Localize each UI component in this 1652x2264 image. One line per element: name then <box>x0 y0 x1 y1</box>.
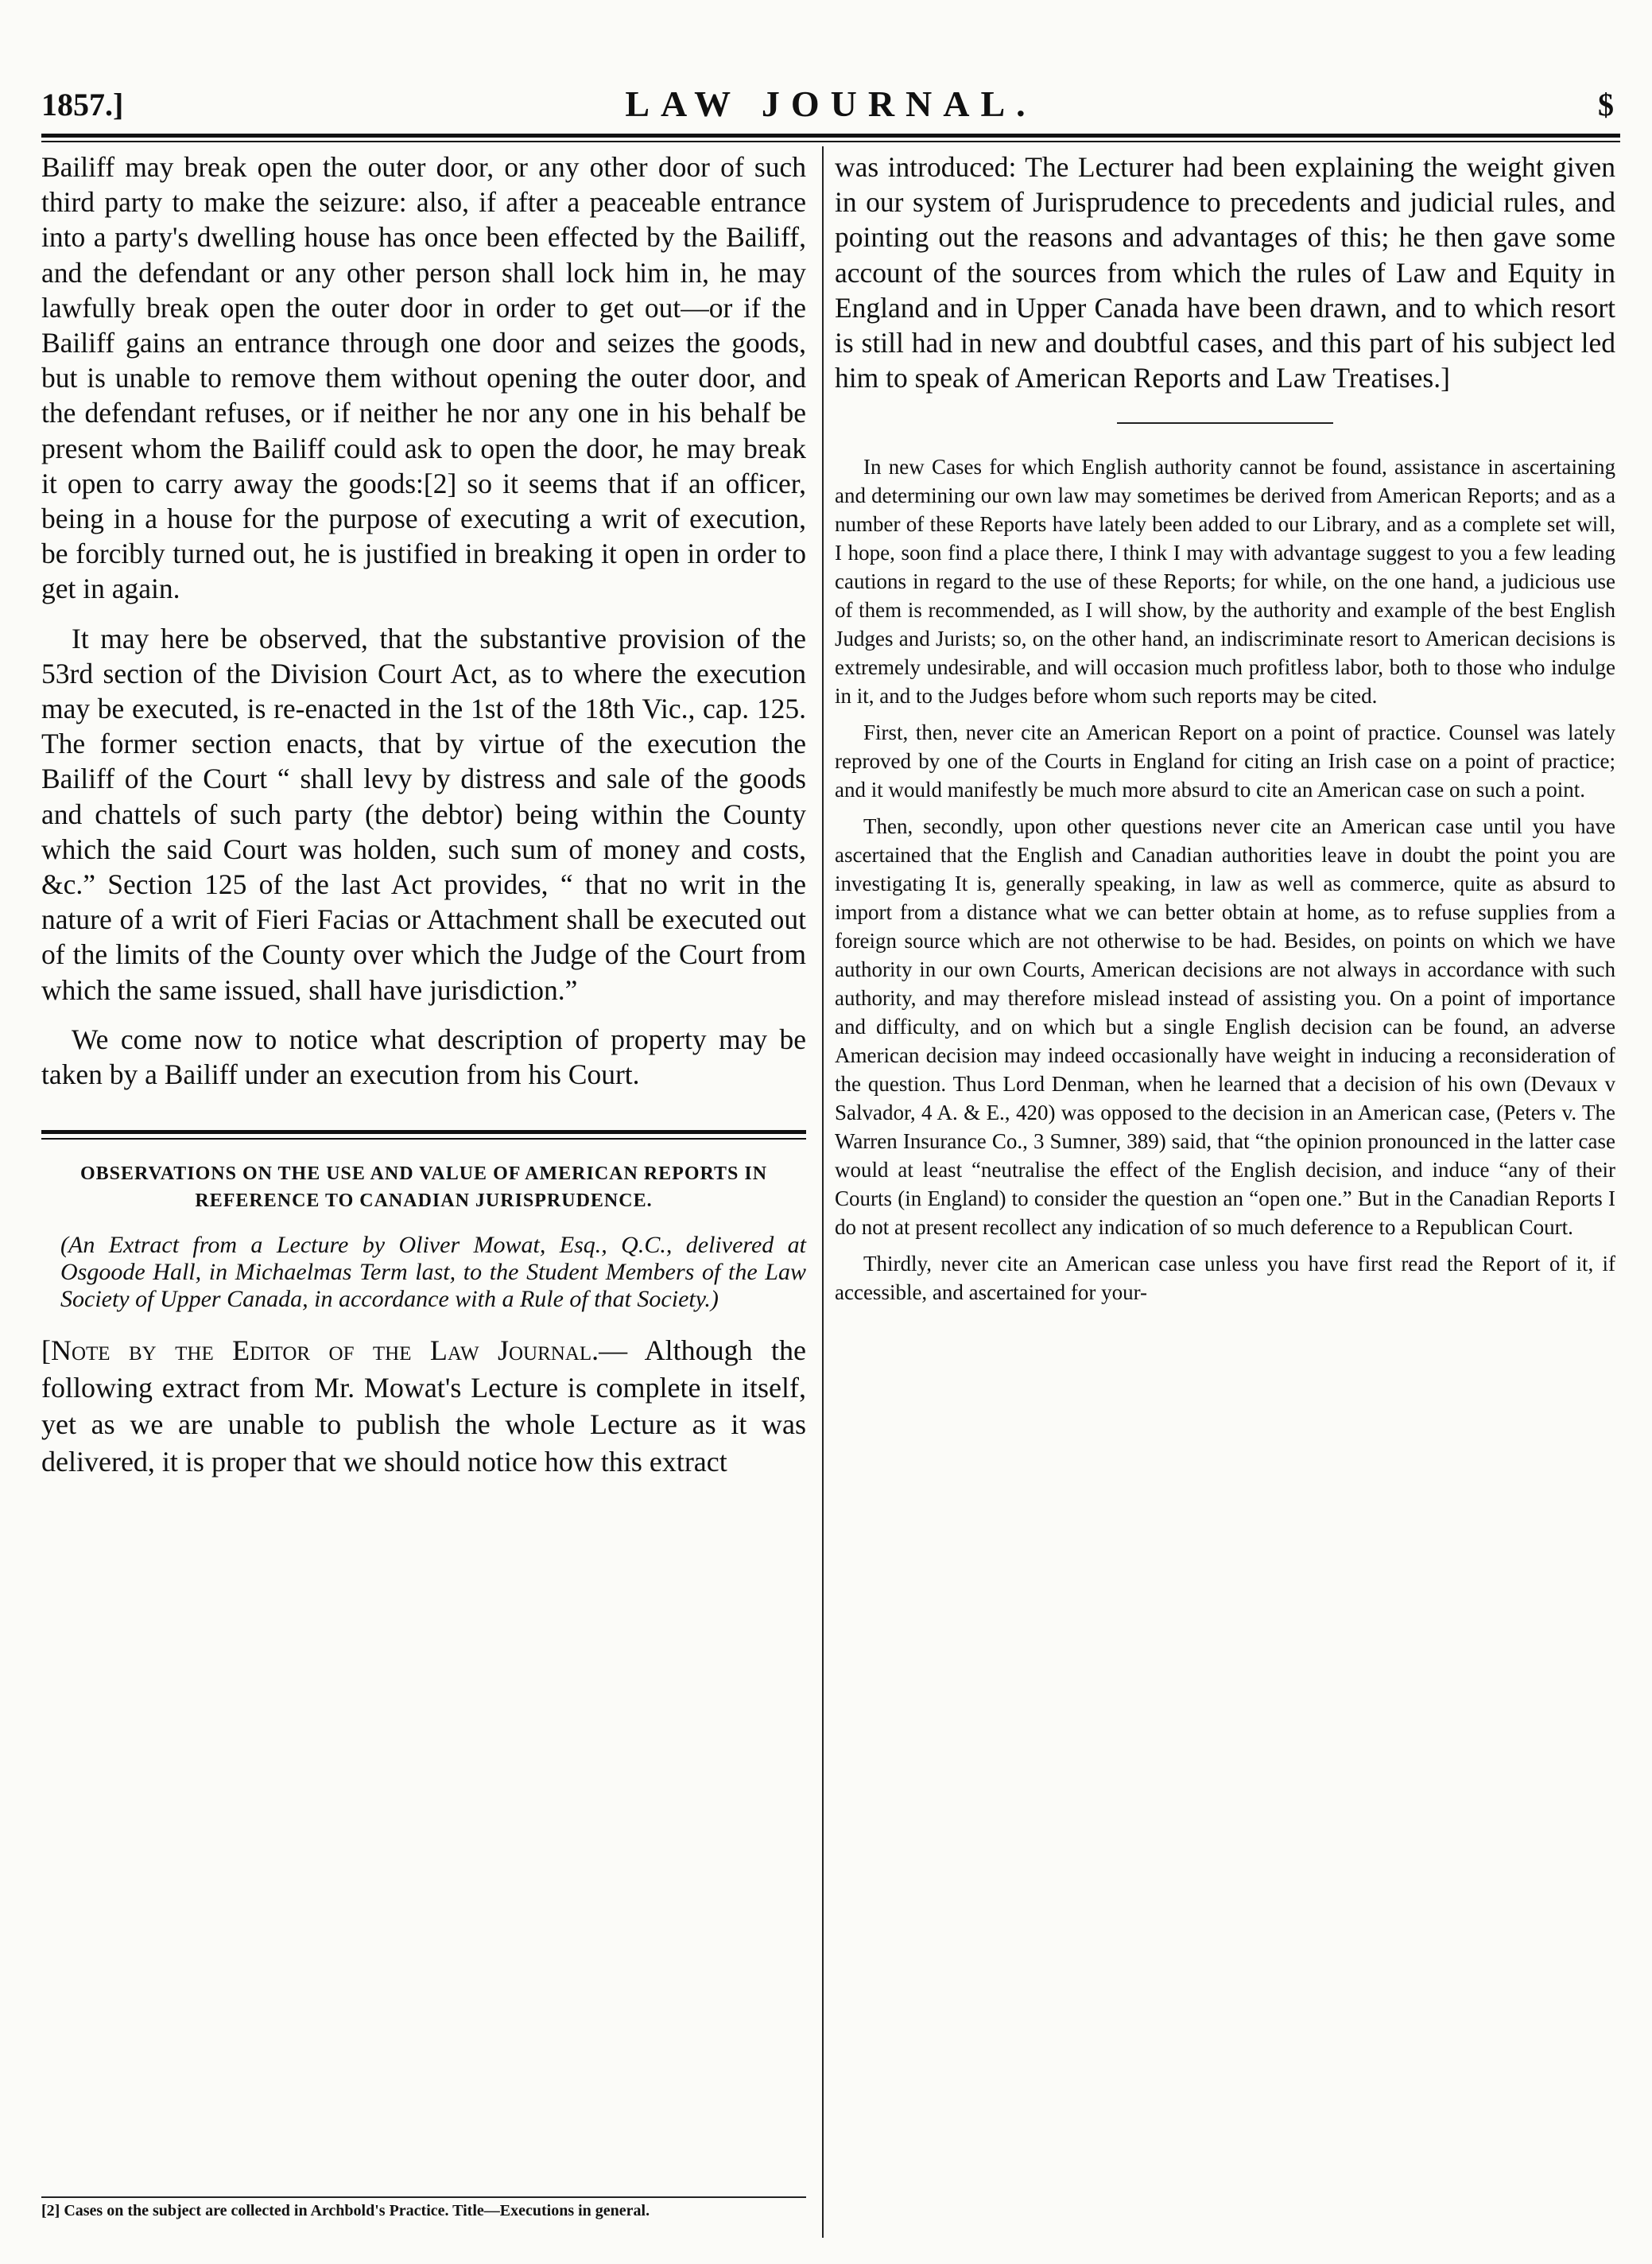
short-divider <box>1117 422 1333 424</box>
lecture-paragraph: Thirdly, never cite an American case unless you have first read the Report of it, if accessible, and ascertained for your- <box>835 1252 1615 1305</box>
article-subtitle: (An Extract from a Lecture by Oliver Mowat, Esq., Q.C., delivered at Osgoode Hall, in Michaelmas Term last, to the Student Members of the Law Society of Upper Canada, in accordance with a Rule of that Society.) <box>60 1232 806 1313</box>
lecture-paragraph: First, then, never cite an American Report on a point of practice. Counsel was lately reproved by one of the Courts in England for citing an Irish case on a point of practice; and it would manifestly be much more absurd to cite an American case on such a point. <box>835 720 1615 802</box>
left-paragraph: Bailiff may break open the outer door, or any other door of such third party to make the seizure: also, if after a peaceable entrance into a party's dwelling house has once been effected by the Bailiff, and the defendant or any other person shall lock him in, he may lawfully break open the outer door in order to get out—or if the Bailiff gains an entrance through one door and seizes the goods, but is unable to remove them without opening the outer door, and the defendant refuses, or if neither he nor any one in his behalf be present whom the Bailiff could ask to open the door, he may break it open to carry away the goods:[2] so it seems that if an officer, being in a house for the purpose of executing a writ of execution, be forcibly turned out, he is justified in breaking it open in order to get in again. <box>41 151 806 605</box>
article-title: OBSERVATIONS ON THE USE AND VALUE OF AMERICAN REPORTS IN REFERENCE TO CANADIAN JURISPRUDENCE. <box>79 1163 768 1212</box>
running-head <box>41 83 1620 130</box>
lecture-paragraph: In new Cases for which English authority cannot be found, assistance in ascertaining and determining our own law may sometimes be derived from American Reports; and as a number of these Reports have lately been added to our Library, and as a complete set will, I hope, soon find a place there, I think I may with advantage suggest to you a few leading cautions in regard to the use of these Reports; for while, on the one hand, a judicious use of them is recommended, as I will show, by the authority and example of the best English Judges and Jurists; so, on the other hand, an indiscriminate resort to American decisions is extremely undesirable, and will occasion much profitless labor, both to those who indulge in it, and to the Judges before whom such reports may be cited. <box>835 455 1615 709</box>
header-year: 1857.] <box>41 87 124 122</box>
header-title: LAW JOURNAL. <box>625 83 1037 124</box>
column-separator <box>822 146 824 2238</box>
section-divider <box>41 1130 806 1140</box>
editor-note-body: Although the following extract from Mr. Mowat's Lecture is complete in itself, yet as we are unable to publish the whole Lecture as it was delivered, it is proper that we should notice how this extract <box>41 1334 806 1478</box>
editor-note-lead: [Note by the Editor of the Law Journal.— <box>41 1334 628 1367</box>
header-page-number: $ <box>1598 87 1614 122</box>
right-column <box>835 150 1615 1307</box>
footnote-rule <box>41 2196 806 2198</box>
lecture-paragraph: Then, secondly, upon other questions never cite an American case until you have ascertained that the English and Canadian authorities leave in doubt the point you are investigating It is, generally speaking, in law as well as commerce, quite as absurd to import from a distance what we can better obtain at home, as to refuse supplies from a foreign source which are not otherwise to be had. Besides, on points on which we have authority in our own Courts, American decisions are not always in accordance with such authority, and may therefore mislead instead of assisting you. On a point of importance and difficulty, and on which but a single English decision can be found, an adverse American decision may indeed occasionally have weight in inducing a reconsideration of the question. Thus Lord Denman, when he learned that a decision of his own (Devaux v Salvador, 4 A. & E., 420) was opposed to the decision in an American case, (Peters v. The Warren Insurance Co., 3 Sumner, 389) said, that “the opinion pronounced in the latter case would at least “neutralise the effect of the English decision, and induce “any of their Courts (in England) to consider the question an “open one.” But in the Canadian Reports I do not at present recollect any indication of so much deference to a Republican Court. <box>835 814 1615 1240</box>
footnote: [2] Cases on the subject are collected in Archbold's Practice. Title—Executions in general. <box>41 2202 650 2219</box>
editor-note-continued: was introduced: The Lecturer had been explaining the weight given in our system of Jurisprudence to precedents and judicial rules, and pointing out the reasons and advantages of this; he then gave some account of the sources from which the rules of Law and Equity in England and in Upper Canada have been drawn, and to which resort is still had in new and doubtful cases, and this part of his subject led him to speak of American Reports and Law Treatises.] <box>835 151 1615 394</box>
editor-note <box>41 1332 806 1480</box>
left-column <box>41 150 806 1480</box>
left-paragraph: We come now to notice what description of property may be taken by a Bailiff under an execution from his Court. <box>41 1023 806 1091</box>
left-paragraph: It may here be observed, that the substantive provision of the 53rd section of the Division Court Act, as to where the execution may be executed, is re-enacted in the 1st of the 18th Vic., cap. 125. The former section enacts, that by virtue of the execution the Bailiff of the Court “ shall levy by distress and sale of the goods and chattels of such party (the debtor) being within the County which the said Court was holden, such sum of money and costs, &c.” Section 125 of the last Act provides, “ that no writ in the nature of a writ of Fieri Facias or Attachment shall be executed out of the limits of the County over which the Judge of the Court from which the same issued, shall have jurisdiction.” <box>41 622 806 1006</box>
header-rule <box>41 134 1620 142</box>
